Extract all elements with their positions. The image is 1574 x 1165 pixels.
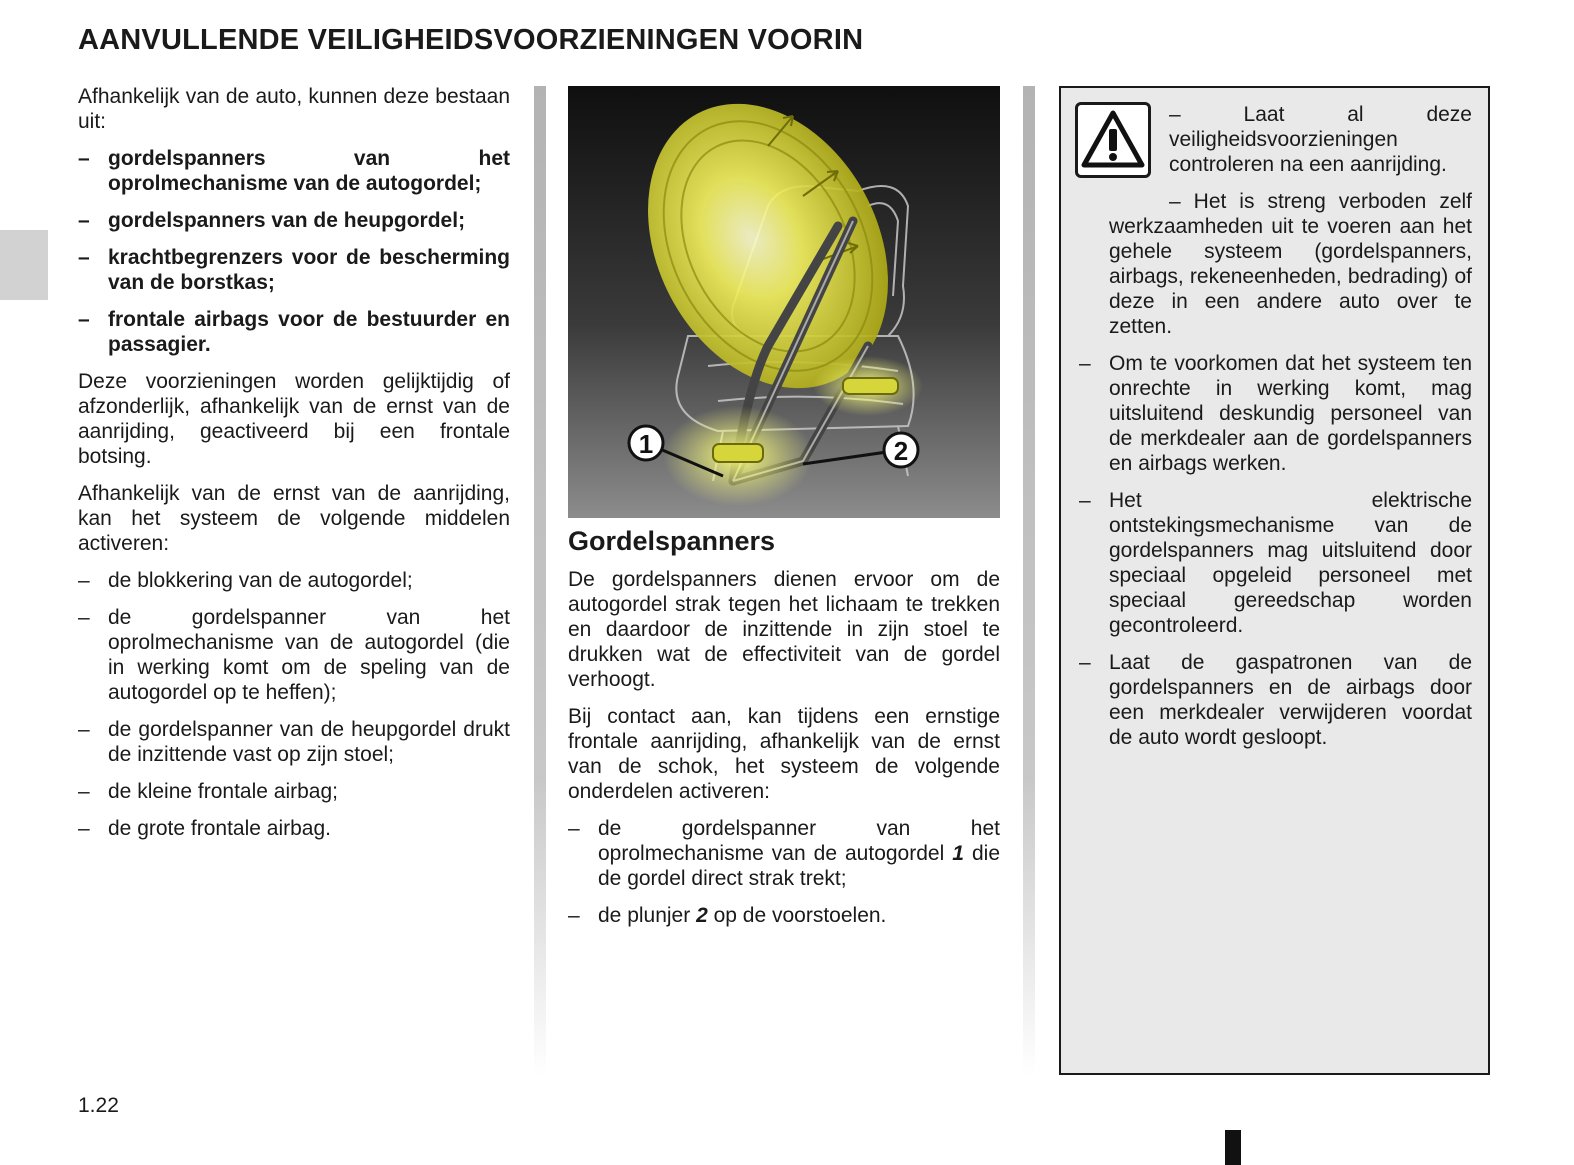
page-title: AANVULLENDE VEILIGHEIDSVOORZIENINGEN VOORIN bbox=[78, 24, 864, 56]
column-divider bbox=[534, 86, 546, 1076]
pretensioner-paragraph: De gordelspanners dienen ervoor om de autogordel strak tegen het lichaam te trekken en daardoor de inzittende in zijn stoel te drukken wat de effectiviteit van de gordel verhoogt. bbox=[568, 568, 1000, 691]
item-number: 1 bbox=[952, 842, 964, 865]
list-item: – Het elektrische ontstekingsmechanisme van de gordelspanners mag uitsluitend door speciaal opgeleid personeel met speciaal gereedschap worden gecontroleerd. bbox=[1079, 488, 1472, 638]
warning-list bbox=[1079, 351, 1472, 750]
list-item: – de gordelspanner van de heupgordel drukt de inzittende vast op zijn stoel; bbox=[78, 717, 510, 767]
item-text: de gordelspanner van het oprolmechanisme van de autogordel bbox=[598, 817, 1000, 865]
column-divider bbox=[1023, 86, 1035, 1076]
warning-item-text: Laat al deze veiligheidsvoorzieningen controleren na een aanrijding. bbox=[1169, 103, 1472, 176]
list-item: – de grote frontale airbag. bbox=[78, 816, 510, 841]
activation-list bbox=[78, 568, 510, 841]
figure-label-1: 1 bbox=[638, 429, 654, 459]
figure-label-2: 2 bbox=[893, 436, 909, 466]
middle-column bbox=[568, 525, 1000, 940]
list-item bbox=[568, 816, 1000, 891]
item-text: op de voorstoelen. bbox=[707, 904, 887, 927]
section-heading: Gordelspanners bbox=[568, 526, 776, 556]
item-text: de plunjer bbox=[598, 904, 697, 927]
intro-paragraph: Afhankelijk van de auto, kunnen deze bestaan uit: bbox=[78, 85, 510, 133]
list-item: – krachtbegrenzers voor de bescherming van de borstkas; bbox=[78, 245, 510, 295]
list-item: – gordelspanners van het oprolmechanisme van de autogordel; bbox=[78, 146, 510, 196]
left-column bbox=[78, 84, 510, 853]
warning-text bbox=[1079, 102, 1472, 762]
severity-paragraph: Afhankelijk van de ernst van de aanrijding, kan het systeem de volgende middelen activeren: bbox=[78, 482, 510, 555]
page-number: 1.22 bbox=[78, 1094, 119, 1117]
component-list bbox=[568, 816, 1000, 928]
item-text: die de gordel direct strak trekt; bbox=[598, 842, 1001, 890]
item-number: 2 bbox=[696, 904, 708, 927]
warning-item: – Laat al deze veiligheidsvoorzieningen controleren na een aanrijding. bbox=[1169, 103, 1472, 176]
seat-airbag-illustration bbox=[568, 86, 1000, 518]
page-corner-mark bbox=[1225, 1130, 1241, 1165]
list-item: – de gordelspanner van het oprolmechanisme van de autogordel (die in werking komt om de speling van de autogordel op te heffen); bbox=[78, 605, 510, 705]
list-item: – de kleine frontale airbag; bbox=[78, 779, 510, 804]
seat-airbag-illustration-icon bbox=[568, 86, 1000, 518]
activation-paragraph: Deze voorzieningen worden gelijktijdig of afzonderlijk, afhankelijk van de ernst van de aanrijding, geactiveerd bij een frontale botsing. bbox=[78, 370, 510, 468]
list-item: – Laat de gaspatronen van de gordelspanners en de airbags door een merkdealer verwijderen voordat de auto wordt gesloopt. bbox=[1079, 650, 1472, 750]
contact-paragraph: Bij contact aan, kan tijdens een ernstige frontale aanrijding, afhankelijk van de ernst van de schok, het systeem de volgende onderdelen activeren: bbox=[568, 705, 1000, 803]
warning-item-text: Het is streng verboden zelf werkzaamheden uit te voeren aan het gehele systeem (gordelspanners, airbags, rekeneenheden, bedrading) of deze in een andere auto over te zetten. bbox=[1109, 190, 1473, 338]
bold-feature-list bbox=[78, 146, 510, 357]
section-tab-marker bbox=[0, 230, 48, 300]
list-item: – de blokkering van de autogordel; bbox=[78, 568, 510, 593]
list-item: – frontale airbags voor de bestuurder en passagier. bbox=[78, 307, 510, 357]
list-item: – Om te voorkomen dat het systeem ten onrechte in werking komt, mag uitsluitend deskundig personeel van de merkdealer aan de gordelspanners en airbags werken. bbox=[1079, 351, 1472, 476]
warning-item: – Het is streng verboden zelf werkzaamheden uit te voeren aan het gehele systeem (gordelspanners, airbags, rekeneenheden, bedrading) of deze in een andere auto over te zetten. bbox=[1109, 190, 1473, 338]
warning-box bbox=[1059, 86, 1490, 1075]
list-item: – gordelspanners van de heupgordel; bbox=[78, 208, 510, 233]
list-item bbox=[568, 903, 1000, 928]
